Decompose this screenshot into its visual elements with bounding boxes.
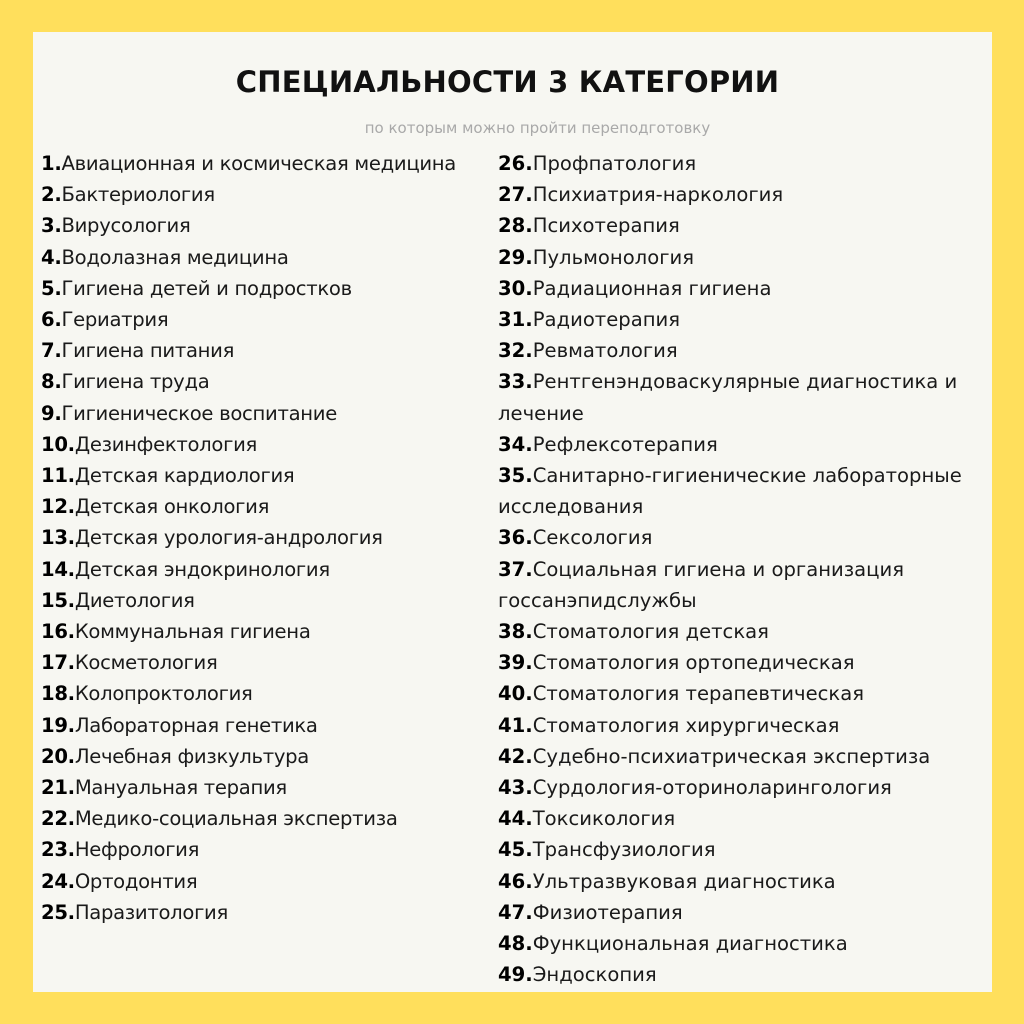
list-item bbox=[498, 429, 978, 460]
item-number: 37. bbox=[498, 557, 533, 581]
list-item bbox=[41, 179, 491, 210]
list-item bbox=[41, 647, 491, 678]
item-number: 18. bbox=[41, 682, 75, 706]
item-text: Вирусология bbox=[61, 214, 191, 238]
item-number: 2. bbox=[41, 183, 62, 207]
list-item bbox=[498, 928, 978, 959]
item-number: 31. bbox=[498, 308, 533, 332]
item-number: 6. bbox=[41, 308, 62, 332]
item-number: 4. bbox=[41, 245, 62, 269]
item-number: 32. bbox=[498, 339, 533, 363]
item-text: Нефрология bbox=[74, 838, 200, 862]
item-number: 30. bbox=[498, 276, 533, 300]
list-item bbox=[498, 616, 978, 647]
item-number: 17. bbox=[41, 651, 75, 675]
item-number: 35. bbox=[498, 464, 533, 488]
item-number: 28. bbox=[498, 214, 533, 238]
page-title: СПЕЦИАЛЬНОСТИ 3 КАТЕГОРИИ bbox=[235, 65, 780, 99]
item-number: 44. bbox=[498, 807, 533, 831]
list-item bbox=[41, 897, 491, 928]
item-number: 42. bbox=[498, 744, 533, 768]
item-number: 41. bbox=[498, 713, 533, 737]
list-item bbox=[498, 242, 978, 273]
item-number: 13. bbox=[41, 526, 75, 550]
item-text: Ортодонтия bbox=[74, 869, 198, 893]
item-text: Радиотерапия bbox=[532, 308, 681, 332]
item-text: Токсикология bbox=[532, 807, 676, 831]
item-text: Лабораторная генетика bbox=[74, 713, 318, 737]
list-item bbox=[41, 616, 491, 647]
item-text: Детская онкология bbox=[74, 495, 270, 519]
item-number: 7. bbox=[41, 339, 62, 363]
item-text: Гигиена питания bbox=[61, 339, 235, 363]
list-item bbox=[498, 897, 978, 928]
list-item bbox=[41, 429, 491, 460]
list-item bbox=[498, 460, 978, 522]
item-number: 19. bbox=[41, 713, 75, 737]
list-item bbox=[41, 491, 491, 522]
list-item bbox=[41, 741, 491, 772]
item-text: Рефлексотерапия bbox=[532, 432, 718, 456]
item-number: 29. bbox=[498, 245, 533, 269]
list-item bbox=[498, 678, 978, 709]
list-item bbox=[41, 772, 491, 803]
item-text: Физиотерапия bbox=[532, 900, 683, 924]
item-number: 38. bbox=[498, 620, 533, 644]
item-number: 3. bbox=[41, 214, 62, 238]
item-number: 5. bbox=[41, 276, 62, 300]
list-item bbox=[41, 398, 491, 429]
list-item bbox=[41, 460, 491, 491]
list-item bbox=[41, 554, 491, 585]
item-text: Санитарно-гигиенические лабораторные исследования bbox=[498, 464, 962, 519]
item-number: 39. bbox=[498, 651, 533, 675]
item-text: Ревматология bbox=[532, 339, 678, 363]
item-text: Гигиеническое воспитание bbox=[61, 401, 337, 425]
list-item bbox=[498, 866, 978, 897]
item-text: Ультразвуковая диагностика bbox=[532, 869, 836, 893]
item-text: Детская эндокринология bbox=[74, 557, 330, 581]
list-item bbox=[498, 834, 978, 865]
item-text: Детская кардиология bbox=[74, 464, 295, 488]
list-item bbox=[41, 678, 491, 709]
item-text: Сурдология-оториноларингология bbox=[532, 776, 892, 800]
item-text: Мануальная терапия bbox=[74, 776, 287, 800]
list-item bbox=[41, 335, 491, 366]
item-number: 1. bbox=[41, 152, 62, 175]
item-number: 34. bbox=[498, 432, 533, 456]
item-number: 27. bbox=[498, 183, 533, 207]
item-text: Гигиена труда bbox=[61, 370, 210, 394]
item-number: 36. bbox=[498, 526, 533, 550]
item-text: Бактериология bbox=[61, 183, 215, 207]
list-item bbox=[498, 772, 978, 803]
item-text: Лечебная физкультура bbox=[74, 744, 310, 768]
item-number: 33. bbox=[498, 370, 533, 394]
list-item bbox=[41, 866, 491, 897]
item-number: 46. bbox=[498, 869, 533, 893]
list-item bbox=[498, 741, 978, 772]
item-number: 20. bbox=[41, 744, 75, 768]
list-item bbox=[41, 834, 491, 865]
item-number: 22. bbox=[41, 807, 75, 831]
item-text: Психиатрия-наркология bbox=[532, 183, 784, 207]
list-item bbox=[498, 959, 978, 990]
item-text: Диетология bbox=[74, 588, 195, 612]
item-text: Стоматология хирургическая bbox=[532, 713, 840, 737]
item-text: Медико-социальная экспертиза bbox=[74, 807, 398, 831]
item-text: Стоматология терапевтическая bbox=[532, 682, 865, 706]
item-text: Коммунальная гигиена bbox=[74, 620, 311, 644]
item-text: Пульмонология bbox=[532, 245, 695, 269]
list-item bbox=[41, 803, 491, 834]
list-item bbox=[498, 179, 978, 210]
item-number: 16. bbox=[41, 620, 75, 644]
item-text: Гигиена детей и подростков bbox=[61, 276, 352, 300]
list-item bbox=[498, 366, 978, 428]
list-item bbox=[41, 710, 491, 741]
list-item bbox=[498, 803, 978, 834]
specialty-list-right bbox=[498, 148, 978, 990]
item-number: 23. bbox=[41, 838, 75, 862]
item-text: Функциональная диагностика bbox=[532, 932, 848, 956]
item-number: 25. bbox=[41, 900, 75, 924]
list-item bbox=[498, 148, 978, 179]
content-card bbox=[33, 32, 992, 992]
item-number: 10. bbox=[41, 432, 75, 456]
item-text: Стоматология ортопедическая bbox=[532, 651, 855, 675]
list-item bbox=[498, 522, 978, 553]
list-item bbox=[41, 148, 491, 179]
item-text: Судебно-психиатрическая экспертиза bbox=[532, 744, 931, 768]
list-item bbox=[498, 335, 978, 366]
list-item bbox=[498, 304, 978, 335]
list-item bbox=[41, 273, 491, 304]
item-number: 49. bbox=[498, 963, 533, 987]
item-text: Косметология bbox=[74, 651, 218, 675]
item-text: Эндоскопия bbox=[532, 963, 657, 987]
list-item bbox=[41, 522, 491, 553]
list-item bbox=[41, 366, 491, 397]
item-number: 40. bbox=[498, 682, 533, 706]
specialty-list-left bbox=[41, 148, 491, 928]
item-text: Дезинфектология bbox=[74, 432, 258, 456]
item-text: Рентгенэндоваскулярные диагностика и лечение bbox=[498, 370, 958, 425]
item-number: 14. bbox=[41, 557, 75, 581]
item-number: 9. bbox=[41, 401, 62, 425]
list-item bbox=[41, 304, 491, 335]
item-number: 47. bbox=[498, 900, 533, 924]
item-text: Авиационная и космическая медицина bbox=[61, 152, 457, 175]
list-item bbox=[498, 210, 978, 241]
item-number: 12. bbox=[41, 495, 75, 519]
item-number: 26. bbox=[498, 152, 533, 175]
item-text: Трансфузиология bbox=[532, 838, 716, 862]
item-text: Профпатология bbox=[532, 152, 697, 175]
item-text: Социальная гигиена и организация госсанэпидслужбы bbox=[498, 557, 905, 612]
item-number: 21. bbox=[41, 776, 75, 800]
item-number: 24. bbox=[41, 869, 75, 893]
item-text: Гериатрия bbox=[61, 308, 169, 332]
list-item bbox=[498, 554, 978, 616]
list-item bbox=[41, 242, 491, 273]
list-item bbox=[498, 647, 978, 678]
item-text: Водолазная медицина bbox=[61, 245, 289, 269]
list-item bbox=[498, 273, 978, 304]
list-item bbox=[498, 710, 978, 741]
item-text: Паразитология bbox=[74, 900, 228, 924]
page-subtitle: по которым можно пройти переподготовку bbox=[364, 119, 711, 137]
item-number: 8. bbox=[41, 370, 62, 394]
item-number: 45. bbox=[498, 838, 533, 862]
item-number: 48. bbox=[498, 932, 533, 956]
list-item bbox=[41, 585, 491, 616]
item-text: Сексология bbox=[532, 526, 653, 550]
item-number: 43. bbox=[498, 776, 533, 800]
item-text: Колопроктология bbox=[74, 682, 253, 706]
item-number: 11. bbox=[41, 464, 75, 488]
item-number: 15. bbox=[41, 588, 75, 612]
list-item bbox=[41, 210, 491, 241]
item-text: Радиационная гигиена bbox=[532, 276, 772, 300]
item-text: Детская урология-андрология bbox=[74, 526, 383, 550]
item-text: Психотерапия bbox=[532, 214, 680, 238]
item-text: Стоматология детская bbox=[532, 620, 769, 644]
